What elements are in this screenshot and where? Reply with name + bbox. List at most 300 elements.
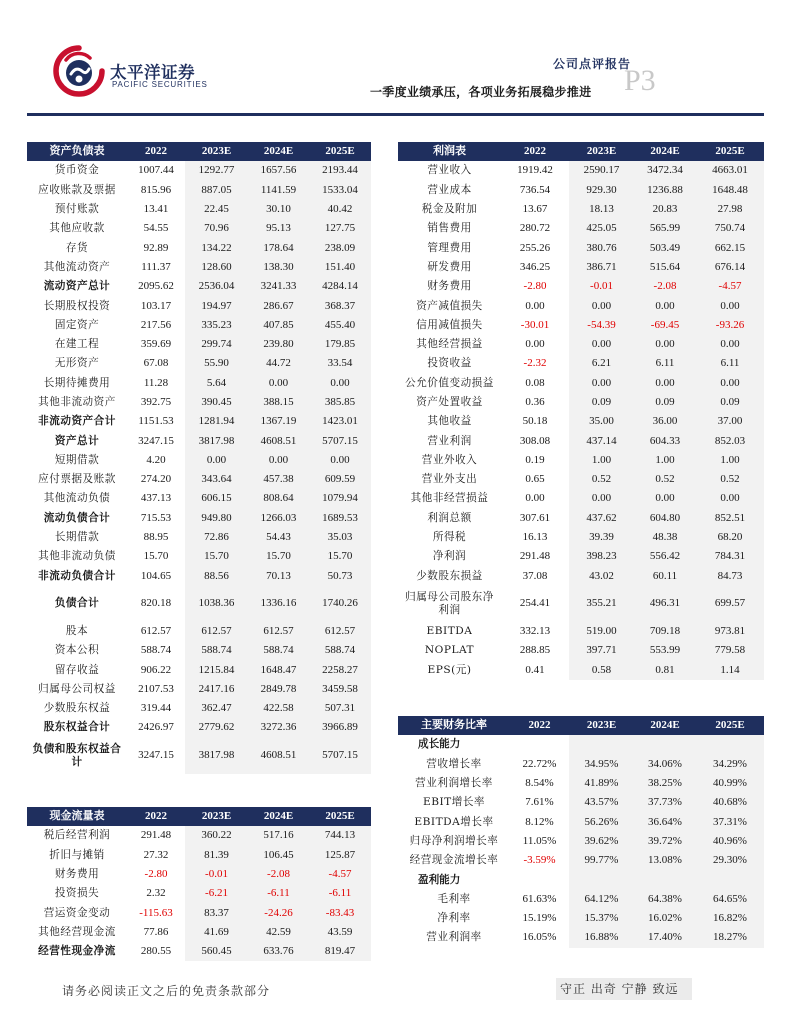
value-cell: -2.08 (634, 277, 696, 296)
value-cell: 0.19 (525, 453, 545, 466)
value-cell: 68.20 (696, 528, 764, 547)
row-label: 其他流动资产 (43, 260, 111, 273)
value-cell: 34.95% (569, 755, 634, 774)
table-row (27, 586, 371, 622)
value-cell: 13.41 (143, 203, 169, 216)
value-cell: 2258.27 (309, 660, 371, 679)
value-cell: 18.13 (569, 200, 634, 219)
value-cell: 662.15 (696, 238, 764, 257)
table-row (27, 393, 371, 412)
value-cell: 0.00 (634, 489, 696, 508)
value-cell: 815.96 (140, 183, 172, 196)
value-cell: 455.40 (309, 316, 371, 335)
row-label: 投资收益 (427, 357, 472, 370)
value-cell: 560.45 (185, 942, 248, 961)
value-cell: 37.08 (522, 569, 548, 582)
value-cell: 35.03 (309, 528, 371, 547)
value-cell: 0.00 (248, 374, 309, 393)
value-cell: 1151.53 (138, 415, 174, 428)
table-row (27, 567, 371, 586)
value-cell: 808.64 (248, 489, 309, 508)
row-label: 短期借款 (54, 453, 100, 466)
value-cell: 1648.48 (696, 181, 764, 200)
value-cell: 0.00 (696, 489, 764, 508)
value-cell: 385.85 (309, 393, 371, 412)
value-cell: 2849.78 (248, 680, 309, 699)
column-header-2023e: 2023E (185, 142, 248, 161)
value-cell: 335.23 (185, 316, 248, 335)
row-label: 税后经营利润 (43, 829, 111, 842)
row-label: 销售费用 (427, 222, 472, 235)
value-cell: 612.57 (248, 622, 309, 641)
value-cell: 496.31 (634, 586, 696, 622)
row-label: 少数股东权益 (43, 702, 111, 715)
value-cell: -4.57 (696, 277, 764, 296)
value-cell: 437.13 (140, 492, 172, 505)
value-cell: 6.11 (696, 354, 764, 373)
value-cell: 736.54 (519, 183, 551, 196)
table-row (27, 942, 371, 961)
value-cell: 355.21 (569, 586, 634, 622)
value-cell: 0.09 (634, 393, 696, 412)
value-cell: 179.85 (309, 335, 371, 354)
table-row (27, 258, 371, 277)
row-label: 其他非流动负债 (38, 550, 116, 563)
table-row (27, 865, 371, 884)
financial-ratios-title: 主要财务比率 (398, 716, 510, 735)
value-cell: 299.74 (185, 335, 248, 354)
value-cell: 515.64 (634, 258, 696, 277)
row-label: 净利率 (437, 912, 471, 925)
value-cell: -83.43 (309, 903, 371, 922)
row-label: 营业成本 (427, 183, 472, 196)
value-cell: 0.00 (634, 374, 696, 393)
value-cell: 36.64% (634, 812, 696, 831)
row-label: 其他收益 (427, 415, 472, 428)
row-label: 营运资金变动 (43, 906, 111, 919)
empty-cell (634, 870, 696, 889)
value-cell: 425.05 (569, 219, 634, 238)
row-label: 经营现金流增长率 (409, 854, 499, 867)
value-cell: 27.32 (143, 848, 169, 861)
value-cell: 392.75 (140, 396, 172, 408)
value-cell: 64.12% (569, 890, 634, 909)
value-cell: 0.00 (634, 296, 696, 315)
table-row (398, 812, 764, 831)
table-row (27, 354, 371, 373)
value-cell: 784.31 (696, 547, 764, 566)
table-row (27, 738, 371, 774)
section-heading: 成长能力 (418, 738, 461, 751)
row-label: 财务费用 (427, 280, 472, 293)
table-row (27, 528, 371, 547)
table-row (27, 335, 371, 354)
value-cell: 319.44 (140, 702, 172, 715)
value-cell: 15.37% (569, 909, 634, 928)
table-row (398, 547, 764, 566)
value-cell: 15.70 (309, 547, 371, 566)
table-row (27, 219, 371, 238)
table-row (398, 277, 764, 296)
value-cell: 40.99% (696, 774, 764, 793)
row-label: 长期待摊费用 (43, 376, 111, 389)
value-cell: 0.00 (569, 374, 634, 393)
value-cell: 1.00 (696, 451, 764, 470)
value-cell: 29.30% (696, 851, 764, 870)
value-cell: 50.73 (309, 567, 371, 586)
income-statement-table (398, 142, 764, 680)
table-row (398, 928, 764, 947)
empty-cell (510, 870, 569, 889)
value-cell: 0.00 (569, 296, 634, 315)
value-cell: 15.19% (522, 912, 557, 925)
row-label: 利润总额 (427, 511, 472, 524)
value-cell: 291.48 (140, 829, 172, 842)
value-cell: 556.42 (634, 547, 696, 566)
table-row (27, 547, 371, 566)
table-row (27, 622, 371, 641)
value-cell: 40.68% (696, 793, 764, 812)
table-row (27, 200, 371, 219)
row-label: 公允价值变动损益 (405, 376, 494, 389)
value-cell: 103.17 (140, 299, 172, 312)
table-row (398, 660, 764, 679)
value-cell: 127.75 (309, 219, 371, 238)
value-cell: 3247.15 (138, 749, 174, 762)
table-row (398, 622, 764, 641)
value-cell: 15.70 (143, 550, 169, 563)
column-header-2022: 2022 (510, 716, 569, 735)
value-cell: 0.09 (569, 393, 634, 412)
value-cell: 22.45 (185, 200, 248, 219)
value-cell: 81.39 (185, 846, 248, 865)
value-cell: 37.00 (696, 412, 764, 431)
column-header-2024e: 2024E (634, 716, 696, 735)
value-cell: 1423.01 (309, 412, 371, 431)
value-cell: 1919.42 (517, 164, 553, 177)
value-cell: 40.96% (696, 832, 764, 851)
value-cell: 84.73 (696, 567, 764, 586)
value-cell: 1266.03 (248, 509, 309, 528)
value-cell: 1336.16 (248, 586, 309, 622)
value-cell: -69.45 (634, 316, 696, 335)
value-cell: 0.08 (525, 376, 545, 389)
table-row (27, 884, 371, 903)
table-row (398, 755, 764, 774)
value-cell: 6.11 (634, 354, 696, 373)
value-cell: 30.10 (248, 200, 309, 219)
value-cell: 16.02% (634, 909, 696, 928)
table-row (398, 851, 764, 870)
value-cell: 70.96 (185, 219, 248, 238)
value-cell: 0.52 (569, 470, 634, 489)
row-label: 资产总计 (54, 434, 100, 447)
value-cell: 368.37 (309, 296, 371, 315)
empty-cell (696, 735, 764, 754)
value-cell: 676.14 (696, 258, 764, 277)
table-row (27, 451, 371, 470)
value-cell: 3817.98 (185, 738, 248, 774)
row-label: 营业利润增长率 (415, 777, 493, 790)
value-cell: 0.00 (525, 338, 545, 351)
value-cell: 0.00 (309, 374, 371, 393)
value-cell: 457.38 (248, 470, 309, 489)
row-label: 固定资产 (54, 318, 100, 331)
value-cell: -2.08 (248, 865, 309, 884)
table-row (27, 412, 371, 431)
balance-sheet-table (27, 142, 371, 774)
value-cell: 1533.04 (309, 181, 371, 200)
value-cell: 16.88% (569, 928, 634, 947)
value-cell: 820.18 (140, 597, 172, 610)
value-cell: 134.22 (185, 238, 248, 257)
value-cell: 274.20 (140, 473, 172, 486)
table-row (398, 470, 764, 489)
value-cell: 77.86 (143, 925, 169, 938)
row-label: 少数股东损益 (416, 569, 483, 582)
value-cell: 2.32 (146, 887, 166, 900)
table-row (398, 354, 764, 373)
value-cell: 54.43 (248, 528, 309, 547)
value-cell: 0.00 (696, 374, 764, 393)
table-row (27, 316, 371, 335)
value-cell: 42.59 (248, 923, 309, 942)
row-label: 投资损失 (54, 887, 100, 900)
value-cell: 2107.53 (138, 682, 174, 695)
value-cell: 507.31 (309, 699, 371, 718)
value-cell: 11.28 (143, 376, 169, 389)
table-row (27, 238, 371, 257)
income-statement-title: 利润表 (398, 142, 501, 161)
table-row (27, 923, 371, 942)
value-cell: 6.21 (569, 354, 634, 373)
value-cell: 3966.89 (309, 718, 371, 737)
brand-name-en: PACIFIC SECURITIES (112, 80, 208, 89)
value-cell: 852.51 (696, 509, 764, 528)
value-cell: 36.00 (634, 412, 696, 431)
value-cell: 0.00 (248, 451, 309, 470)
value-cell: 138.30 (248, 258, 309, 277)
value-cell: 973.81 (696, 622, 764, 641)
table-row (27, 826, 371, 845)
value-cell: 1740.26 (309, 586, 371, 622)
page-number: P3 (624, 64, 656, 97)
value-cell: 88.95 (143, 531, 169, 544)
table-row (27, 680, 371, 699)
column-header-2024e: 2024E (248, 807, 309, 826)
value-cell: 3472.34 (634, 161, 696, 180)
value-cell: 0.00 (569, 335, 634, 354)
value-cell: 906.22 (140, 663, 172, 676)
value-cell: 3817.98 (185, 431, 248, 450)
value-cell: 67.08 (143, 357, 169, 370)
value-cell: 588.74 (248, 641, 309, 660)
value-cell: 38.25% (634, 774, 696, 793)
table-row (398, 219, 764, 238)
value-cell: 43.57% (569, 793, 634, 812)
value-cell: 43.59 (309, 923, 371, 942)
value-cell: 64.38% (634, 890, 696, 909)
column-header-2025e: 2025E (696, 716, 764, 735)
table-row (398, 238, 764, 257)
value-cell: 280.55 (140, 945, 172, 958)
row-label: 资产处置收益 (416, 396, 483, 408)
value-cell: 254.41 (519, 597, 551, 610)
financial-ratios-header (398, 716, 764, 735)
table-row (398, 909, 764, 928)
row-label: 归属母公司股东净利润 (405, 590, 494, 616)
row-label: 无形资产 (54, 357, 100, 370)
value-cell: 332.13 (519, 624, 551, 637)
column-header-2023e: 2023E (569, 716, 634, 735)
value-cell: 34.06% (634, 755, 696, 774)
row-label: 管理费用 (427, 241, 472, 254)
row-label: 归属母公司权益 (38, 682, 116, 695)
row-label: 税金及附加 (421, 203, 478, 216)
row-label: EBIT增长率 (422, 796, 486, 809)
value-cell: 0.00 (525, 492, 545, 505)
value-cell: 606.15 (185, 489, 248, 508)
pacific-securities-logo (52, 44, 106, 98)
value-cell: 2417.16 (185, 680, 248, 699)
value-cell: 1281.94 (185, 412, 248, 431)
column-header-2023e: 2023E (185, 807, 248, 826)
value-cell: 4608.51 (248, 738, 309, 774)
value-cell: 95.13 (248, 219, 309, 238)
column-header-2024e: 2024E (248, 142, 309, 161)
value-cell: 1.00 (634, 451, 696, 470)
row-label: 流动负债合计 (43, 511, 111, 524)
value-cell: -6.21 (185, 884, 248, 903)
value-cell: 41.89% (569, 774, 634, 793)
value-cell: 92.89 (143, 241, 169, 254)
table-row (398, 412, 764, 431)
value-cell: -30.01 (520, 318, 550, 331)
value-cell: 553.99 (634, 641, 696, 660)
row-label: 预付账款 (54, 203, 100, 216)
value-cell: -2.80 (144, 868, 168, 881)
row-label: 净利润 (432, 550, 467, 563)
column-header-2025e: 2025E (309, 807, 371, 826)
value-cell: 0.52 (696, 470, 764, 489)
income-statement-header (398, 142, 764, 161)
value-cell: -6.11 (309, 884, 371, 903)
value-cell: 1007.44 (138, 164, 174, 177)
value-cell: 3241.33 (248, 277, 309, 296)
row-label: 营业外支出 (421, 473, 478, 486)
value-cell: 343.64 (185, 470, 248, 489)
value-cell: 565.99 (634, 219, 696, 238)
value-cell: 37.31% (696, 812, 764, 831)
value-cell: 519.00 (569, 622, 634, 641)
table-row (27, 277, 371, 296)
value-cell: 27.98 (696, 200, 764, 219)
row-label: 其他非流动资产 (38, 396, 116, 408)
row-label: EBITDA增长率 (414, 815, 494, 828)
value-cell: 588.74 (309, 641, 371, 660)
value-cell: 0.00 (696, 296, 764, 315)
value-cell: 0.52 (634, 470, 696, 489)
value-cell: 380.76 (569, 238, 634, 257)
financial-ratios-table (398, 716, 764, 948)
value-cell: 0.00 (525, 299, 545, 312)
value-cell: 13.08% (634, 851, 696, 870)
empty-cell (510, 735, 569, 754)
value-cell: 633.76 (248, 942, 309, 961)
value-cell: 0.36 (525, 396, 545, 408)
value-cell: 39.39 (569, 528, 634, 547)
row-label: 股东权益合计 (43, 721, 111, 734)
value-cell: 612.57 (185, 622, 248, 641)
row-label: 货币资金 (54, 164, 100, 177)
value-cell: 390.45 (185, 393, 248, 412)
table-row (398, 735, 764, 754)
value-cell: 5707.15 (309, 431, 371, 450)
value-cell: 8.54% (525, 777, 554, 790)
table-row (27, 718, 371, 737)
value-cell: 15.70 (248, 547, 309, 566)
row-label: 经营性现金净流 (38, 945, 116, 958)
row-label: 所得税 (432, 531, 467, 544)
table-row (27, 660, 371, 679)
value-cell: 437.14 (569, 431, 634, 450)
row-label: 归母净利润增长率 (409, 834, 499, 847)
value-cell: 72.86 (185, 528, 248, 547)
value-cell: 238.09 (309, 238, 371, 257)
value-cell: 61.63% (522, 892, 557, 905)
value-cell: 609.59 (309, 470, 371, 489)
table-row (398, 528, 764, 547)
column-header-2023e: 2023E (569, 142, 634, 161)
value-cell: -115.63 (139, 906, 173, 919)
column-header-2024e: 2024E (634, 142, 696, 161)
value-cell: 1367.19 (248, 412, 309, 431)
value-cell: -24.26 (248, 903, 309, 922)
row-label: 留存收益 (54, 663, 100, 676)
value-cell: 359.69 (140, 338, 172, 351)
value-cell: 4284.14 (309, 277, 371, 296)
value-cell: 709.18 (634, 622, 696, 641)
table-row (398, 870, 764, 889)
value-cell: 4.20 (146, 453, 166, 466)
balance-sheet-title: 资产负债表 (27, 142, 127, 161)
value-cell: 715.53 (140, 511, 172, 524)
table-row (27, 470, 371, 489)
row-label: 其他非经营损益 (410, 492, 489, 505)
column-header-2022: 2022 (127, 142, 185, 161)
value-cell: 106.45 (248, 846, 309, 865)
row-label: 负债和股东权益合计 (32, 742, 122, 768)
value-cell: 517.16 (248, 826, 309, 845)
value-cell: 83.37 (185, 903, 248, 922)
value-cell: 604.80 (634, 509, 696, 528)
table-row (398, 509, 764, 528)
value-cell: -0.01 (185, 865, 248, 884)
cash-flow-table (27, 807, 371, 961)
value-cell: 70.13 (248, 567, 309, 586)
company-motto: 守正 出奇 宁静 致远 (556, 978, 692, 1000)
value-cell: 1292.77 (185, 161, 248, 180)
row-label: 营业收入 (427, 164, 472, 177)
value-cell: 949.80 (185, 509, 248, 528)
table-row (27, 903, 371, 922)
value-cell: 1215.84 (185, 660, 248, 679)
value-cell: 604.33 (634, 431, 696, 450)
value-cell: 7.61% (525, 796, 554, 809)
value-cell: 2426.97 (138, 721, 174, 734)
value-cell: -2.32 (523, 357, 547, 370)
value-cell: 16.05% (522, 931, 557, 944)
